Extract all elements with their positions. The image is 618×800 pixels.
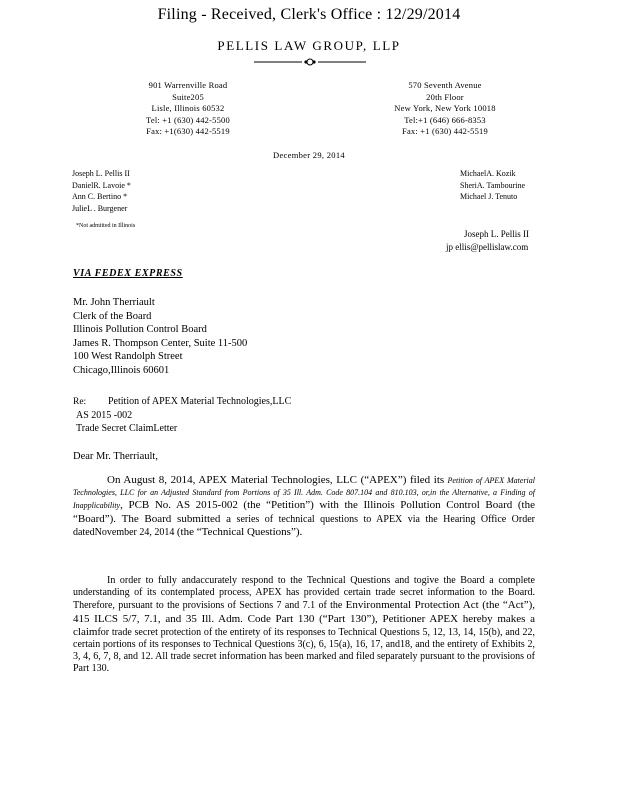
attorney-list-right: MichaelA. Kozik SheriA. Tambourine Michael J. Tenuto xyxy=(460,169,526,201)
salutation: Dear Mr. Therriault, xyxy=(73,451,158,462)
body-paragraph-2: In order to fully andaccurately respond to the Technical Questions and togive the Board a complete understanding of its contemplated process, APEX has provided certain trade secret information to the Board. Therefore, pursuant to the provisions of Sections 7 and 7.1 of the Environmental Protection Act (the “Act”), 415 ILCS 5/7, 7.1, and 35 Ill. Adm. Code Part 130 (“Part 130”), Petitioner APEX hereby makes a claimfor trade secret protection of the entirety of its responses to Technical Questions 5, 12, 13, 14, 15(b), and 22, certain portions of its responses to Technical Questions 3(c), 6, 15(a), 16, 17, and18, and the entirety of Exhibits 2, 3, 4, 6, 7, 8, and 12. All trade secret information has been marked and filed separately pursuant to the provisions of Part 130. xyxy=(73,575,535,675)
filing-stamp: Filing - Received, Clerk's Office : 12/29/2014 xyxy=(157,6,461,23)
signatory-email: jp ellis@pellislaw.com xyxy=(446,242,529,252)
firm-name: PELLIS LAW GROUP, LLP xyxy=(217,38,401,53)
letter-date: December 29, 2014 xyxy=(273,150,345,160)
ornament-divider xyxy=(254,56,366,68)
re-label: Re: xyxy=(73,397,87,407)
office-address-lisle: 901 Warrenville Road Suite205 Lisle, Illinois 60532 Tel: +1 (630) 442-5500 Fax: +1(630) 442-5519 xyxy=(146,80,230,136)
attorney-list-left: Joseph L. Pellis II DanielR. Lavoie * Ann C. Bertino * JulieL . Burgener xyxy=(72,169,131,213)
signatory-name: Joseph L. Pellis II xyxy=(464,229,529,239)
office-address-new-york: 570 Seventh Avenue 20th Floor New York, New York 10018 Tel:+1 (646) 666-8353 Fax: +1 (630) 442-5519 xyxy=(394,80,496,136)
re-subject: Petition of APEX Material Technologies,LLC AS 2015 -002 Trade Secret ClaimLetter xyxy=(76,396,292,434)
delivery-method: VIA FEDEX EXPRESS xyxy=(73,268,183,279)
recipient-address: Mr. John Therriault Clerk of the Board Illinois Pollution Control Board James R. Thompson Center, Suite 11-500 100 West Randolph Street Chicago,Illinois 60601 xyxy=(73,297,248,376)
body-paragraph-1: On August 8, 2014, APEX Material Technologies, LLC (“APEX”) filed its Petition of APEX Material Technologies, LLC for an Adjusted Standard from Portions of 35 Ill. Adm. Code 807.104 and 810.103, or,in the Alternative, a Finding of Inapplicability, PCB No. AS 2015-002 (the “Petition”) with the Illinois Pollution Control Board (the “Board”). The Board submitted a series of technical questions to APEX via the Hearing Office Order datedNovember 24, 2014 (the “Technical Questions”). xyxy=(73,474,536,538)
admission-note: *Not admitted in Illinois xyxy=(76,223,136,229)
